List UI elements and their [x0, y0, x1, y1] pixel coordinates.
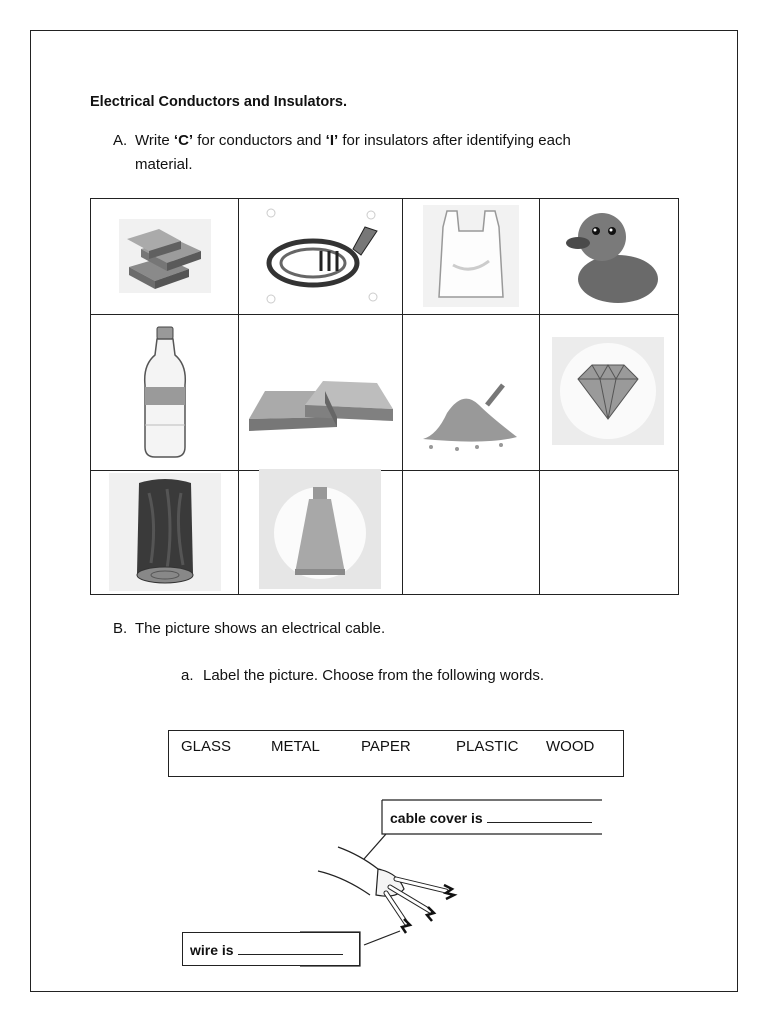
material-cell-12[interactable] [540, 471, 679, 595]
material-cell-2[interactable] [239, 199, 403, 315]
tuba-icon [261, 205, 381, 309]
material-cell-7[interactable] [403, 315, 540, 471]
cable-cover-label [390, 810, 592, 826]
question-a-text-4: material. [135, 156, 193, 173]
question-b-text: The picture shows an electrical cable. [135, 620, 386, 637]
question-a-text-1: Write [135, 132, 174, 149]
question-b-a-text: Label the picture. Choose from the following words. [203, 667, 545, 684]
material-cell-10[interactable] [239, 471, 403, 595]
question-a [113, 129, 653, 177]
question-b-a [181, 667, 544, 684]
cable-cover-blank[interactable] [487, 810, 592, 823]
material-cell-5[interactable] [91, 315, 239, 471]
material-cell-3[interactable] [403, 199, 540, 315]
gold-bars-icon [245, 359, 397, 439]
wood-log-icon [109, 473, 221, 591]
question-b [113, 620, 385, 637]
material-cell-9[interactable] [91, 471, 239, 595]
rubber-duck-icon [560, 201, 662, 309]
question-a-text-2: for conductors and [193, 132, 326, 149]
word-bank-item: PLASTIC [456, 738, 519, 755]
material-cell-4[interactable] [540, 199, 679, 315]
material-cell-6[interactable] [239, 315, 403, 471]
cable-cover-text: cable cover is [390, 810, 483, 826]
plastic-bag-icon [423, 205, 519, 307]
material-cell-1[interactable] [91, 199, 239, 315]
question-a-text-3: for insulators after identifying each [338, 132, 571, 149]
plastic-bottle-icon [135, 325, 195, 461]
word-bank-item: PAPER [361, 738, 411, 755]
material-cell-8[interactable] [540, 315, 679, 471]
worksheet-title: Electrical Conductors and Insulators. [90, 94, 348, 110]
conductor-letter: ‘C’ [173, 132, 194, 149]
question-b-a-label: a. [181, 667, 194, 684]
word-bank-item: GLASS [181, 738, 232, 755]
word-bank-item: WOOD [546, 738, 595, 755]
word-bank [168, 730, 624, 777]
metal-bars-icon [119, 219, 211, 293]
material-cell-11[interactable] [403, 471, 540, 595]
question-b-label: B. [113, 620, 128, 637]
word-bank-item: METAL [271, 738, 320, 755]
wire-label [190, 942, 343, 958]
insulator-letter: ‘I’ [325, 132, 339, 149]
wire-text: wire is [190, 942, 234, 958]
glue-tube-icon [259, 469, 381, 589]
question-a-label: A. [113, 132, 128, 149]
wire-blank[interactable] [238, 942, 343, 955]
sand-pile-icon [417, 365, 523, 453]
diamond-icon [552, 337, 664, 445]
materials-grid [90, 198, 679, 595]
